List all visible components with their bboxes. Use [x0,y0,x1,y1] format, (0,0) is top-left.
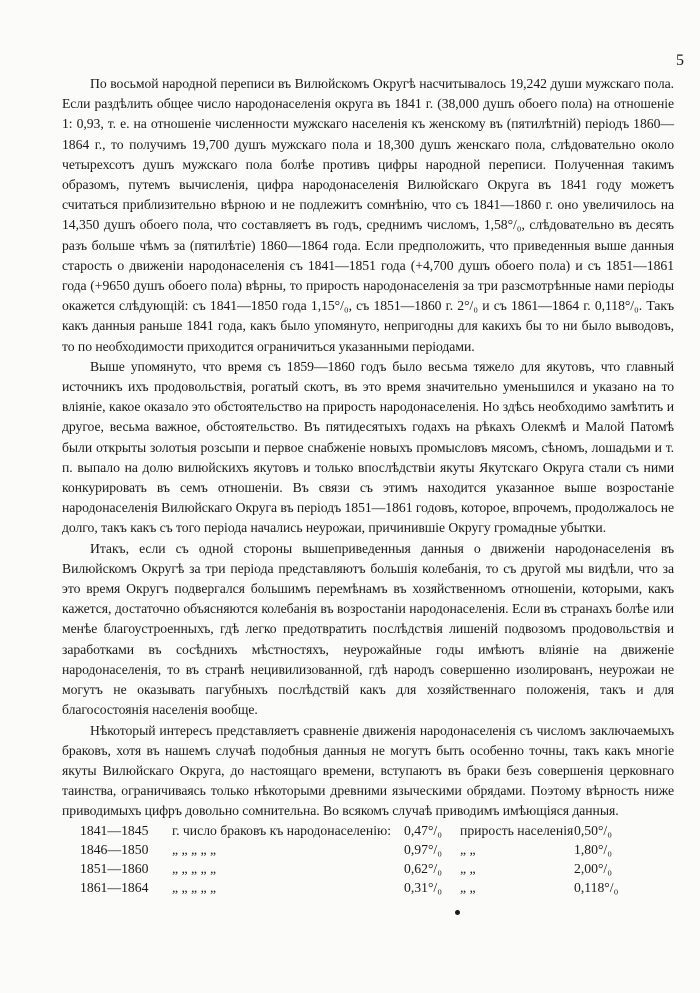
table-marriage-ratio: 0,62°/₀ [404,861,443,876]
table-row [80,878,640,897]
table-growth-label: „ „ [460,880,476,895]
table-growth-label: „ „ [460,861,476,876]
paragraph-4: Нѣкоторый интересъ представляетъ сравненіе движенія народонаселенія съ числомъ заключаемыхъ браковъ, хотя въ нашемъ случаѣ подобныя данныя не могутъ быть особенно точны, такъ какъ многіе якуты Вилюйскаго Округа, до настоящаго времени, вступаютъ въ браки безъ совершенія церковнаго таинства, ограничиваясь только нѣкоторыми древними языческими обрядами. Поэтому вѣрность ниже приводимыхъ цифръ довольно сомнительна. Во всякомъ случаѣ приводимъ имѣющіяся данныя. [62,722,674,819]
body-text [62,74,674,822]
paragraph-1: По восьмой народной переписи въ Вилюйскомъ Округѣ насчитывалось 19,242 души мужскаго пола. Если раздѣлить общее число народонаселенія округа въ 1841 г. (38,000 душъ обоего пола) на отношеніе 1: 0,93, т. е. на отношеніе численности мужскаго населенія къ женскому въ (пятилѣтній) періодъ 1860—1864 г., то получимъ 19,700 душъ мужскаго пола и 18,300 душъ женскаго пола, слѣдовательно около четырехсотъ душъ мужскаго пола болѣе противъ цифры народной переписи. Полученная такимъ образомъ, путемъ вычисленія, цифра народонаселенія Вилюйскаго Округа въ 1841 году можетъ считаться приблизительно вѣрною и не подлежитъ сомнѣнію, что съ 1841—1860 г. оно увеличилось на 14,350 душъ обоего пола, что составляетъ въ годъ, среднимъ числомъ, 1,58°/₀, слѣдовательно въ десять разъ больше чѣмъ за (пятилѣтіе) 1860—1864 года. Если предположить, что приведенныя выше данныя старость о движеніи народонаселенія съ 1841—1851 года (+4,700 душъ обоего пола) и съ 1851—1861 года (+9650 душъ обоего пола) вѣрны, то прирость народонаселенія за три разсмотрѣнные нами періоды окажется слѣдующій: съ 1841—1850 года 1,15°/₀, съ 1851—1860 г. 2°/₀ и съ 1861—1864 г. 0,118°/₀. Такъ какъ данныя раньше 1841 года, какъ было упомянуто, непригодны для какихъ бы то ни было выводовъ, то по необходимости приходится ограничиться указанными періодами. [62,76,674,354]
table-row [80,840,640,859]
table-label: „ „ „ „ „ [172,842,217,857]
table-label: „ „ „ „ „ [172,861,217,876]
table-marriage-ratio: 0,31°/₀ [404,880,443,895]
table-growth-value: 0,118°/₀ [574,880,619,895]
page-number: 5 [676,52,684,69]
table-period: 1841—1845 [80,823,149,838]
table-label: „ „ „ „ „ [172,880,217,895]
paragraph-3: Итакъ, если съ одной стороны вышеприведенныя данныя о движеніи народонаселенія въ Вилюйскомъ Округѣ за три періода представляютъ большія колебанія, то съ другой мы видѣли, что за это время Округъ подвергался большимъ перемѣнамъ въ хозяйственномъ отношеніи, которыми, какъ кажется, достаточно объясняются колебанія въ возростаніи народонаселенія. Если въ странахъ болѣе или менѣе благоустроенныхъ, гдѣ легко предотвратить послѣдствія лишеній подвозомъ продовольствія и заработками въ сосѣднихъ мѣстностяхъ, неурожайные годы имѣютъ вліяніе на движеніе народонаселенія, то въ странѣ нецивилизованной, гдѣ народъ совершенно изолированъ, неурожаи не могутъ не оказывать пагубныхъ послѣдствій какъ для хозяйственнаго положенія, такъ и для благосостоянія населенія вообще. [62,540,674,718]
table-growth-value: 0,50°/₀ [574,823,613,838]
marriage-growth-table [80,821,640,897]
table-period: 1851—1860 [80,861,149,876]
table-row [80,821,640,840]
table-growth-label: прирость населенія [460,823,574,838]
table-marriage-ratio: 0,47°/₀ [404,823,443,838]
ink-speck [455,910,460,915]
paragraph-2: Выше упомянуто, что время съ 1859—1860 годъ было весьма тяжело для якутовъ, что главный источникъ ихъ продовольствія, рогатый скотъ, въ это время значительно уменьшился и указано на то вліяніе, какое оказало это обстоятельство на прирость народонаселенія. Но здѣсь необходимо замѣтить и другое, весьма важное, обстоятельство. Въ пятидесятыхъ годахъ на рѣкахъ Олекмѣ и Малой Патомѣ были открыты золотыя розсыпи и первое снабженіе новыхъ промысловъ мясомъ, сѣномъ, лошадьми и т. п. выпало на долю вилюйскихъ якутовъ и только впослѣдствіи якуты Якутскаго Округа стали съ ними конкурировать въ семъ отношеніи. Въ связи съ этимъ находится указанное выше возростаніе народонаселенія Вилюйскаго Округа въ періодъ 1851—1861 годовъ, которое, впрочемъ, продолжалось не долго, такъ какъ съ того періода начались неурожаи, причинившіе Округу громадные убытки. [62,358,674,536]
table-growth-label: „ „ [460,842,476,857]
table-growth-value: 2,00°/₀ [574,861,613,876]
table-marriage-ratio: 0,97°/₀ [404,842,443,857]
table-period: 1861—1864 [80,880,149,895]
table-period: 1846—1850 [80,842,149,857]
table-row [80,859,640,878]
table-label: г. число браковъ къ народонаселенію: [172,823,392,838]
table-growth-value: 1,80°/₀ [574,842,613,857]
